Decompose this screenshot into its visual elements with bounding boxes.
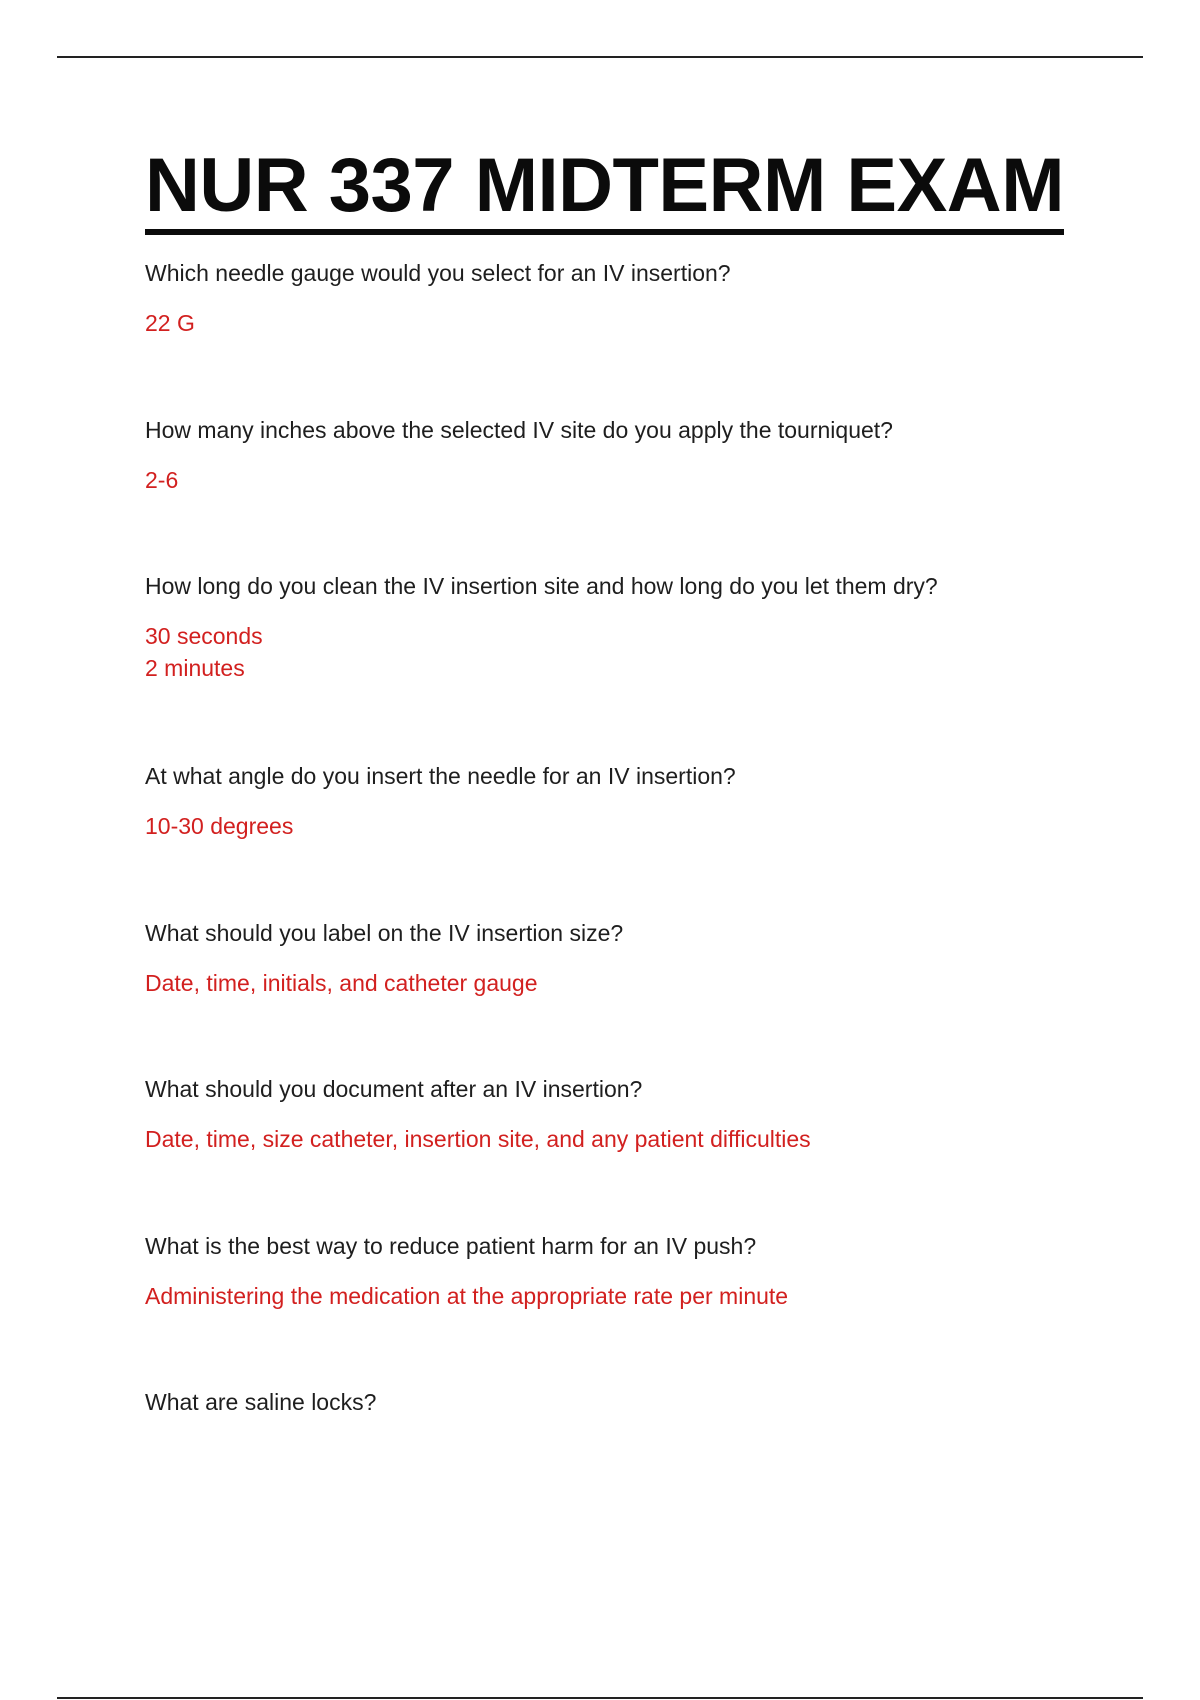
top-rule [57,56,1143,58]
question-text: What is the best way to reduce patient harm for an IV push? [145,1233,757,1259]
qa-item-5 [145,919,1045,999]
answer-text [145,464,1045,496]
answer-line: 10-30 degrees [145,813,294,839]
question-text: What are saline locks? [145,1389,377,1415]
answer-line: 2 minutes [145,655,245,681]
answer-text [145,967,1045,999]
answer-text [145,620,1045,684]
qa-item-3 [145,572,1045,684]
qa-item-1 [145,259,1045,339]
answer-line: 2-6 [145,467,179,493]
answer-text [145,810,1045,842]
answer-text [145,1123,1045,1155]
question-text: How many inches above the selected IV site do you apply the tourniquet? [145,417,893,443]
qa-item-8 [145,1388,1045,1416]
answer-line: 30 seconds [145,623,263,649]
page-title: NUR 337 MIDTERM EXAM [145,143,1064,235]
answer-line: Date, time, initials, and catheter gauge [145,970,538,996]
question-text: How long do you clean the IV insertion site and how long do you let them dry? [145,573,938,599]
answer-line: 22 G [145,310,195,336]
question-text: Which needle gauge would you select for an IV insertion? [145,260,731,286]
answer-line: Date, time, size catheter, insertion site, and any patient difficulties [145,1126,811,1152]
bottom-rule [57,1697,1143,1699]
answer-line: Administering the medication at the appropriate rate per minute [145,1283,789,1309]
question-text: What should you document after an IV insertion? [145,1076,643,1102]
question-text: At what angle do you insert the needle for an IV insertion? [145,763,736,789]
qa-item-7 [145,1232,1045,1312]
qa-item-2 [145,416,1045,496]
question-text: What should you label on the IV insertion size? [145,920,624,946]
answer-text [145,1280,1045,1312]
answer-text [145,307,1045,339]
qa-item-4 [145,762,1045,842]
qa-item-6 [145,1075,1045,1155]
